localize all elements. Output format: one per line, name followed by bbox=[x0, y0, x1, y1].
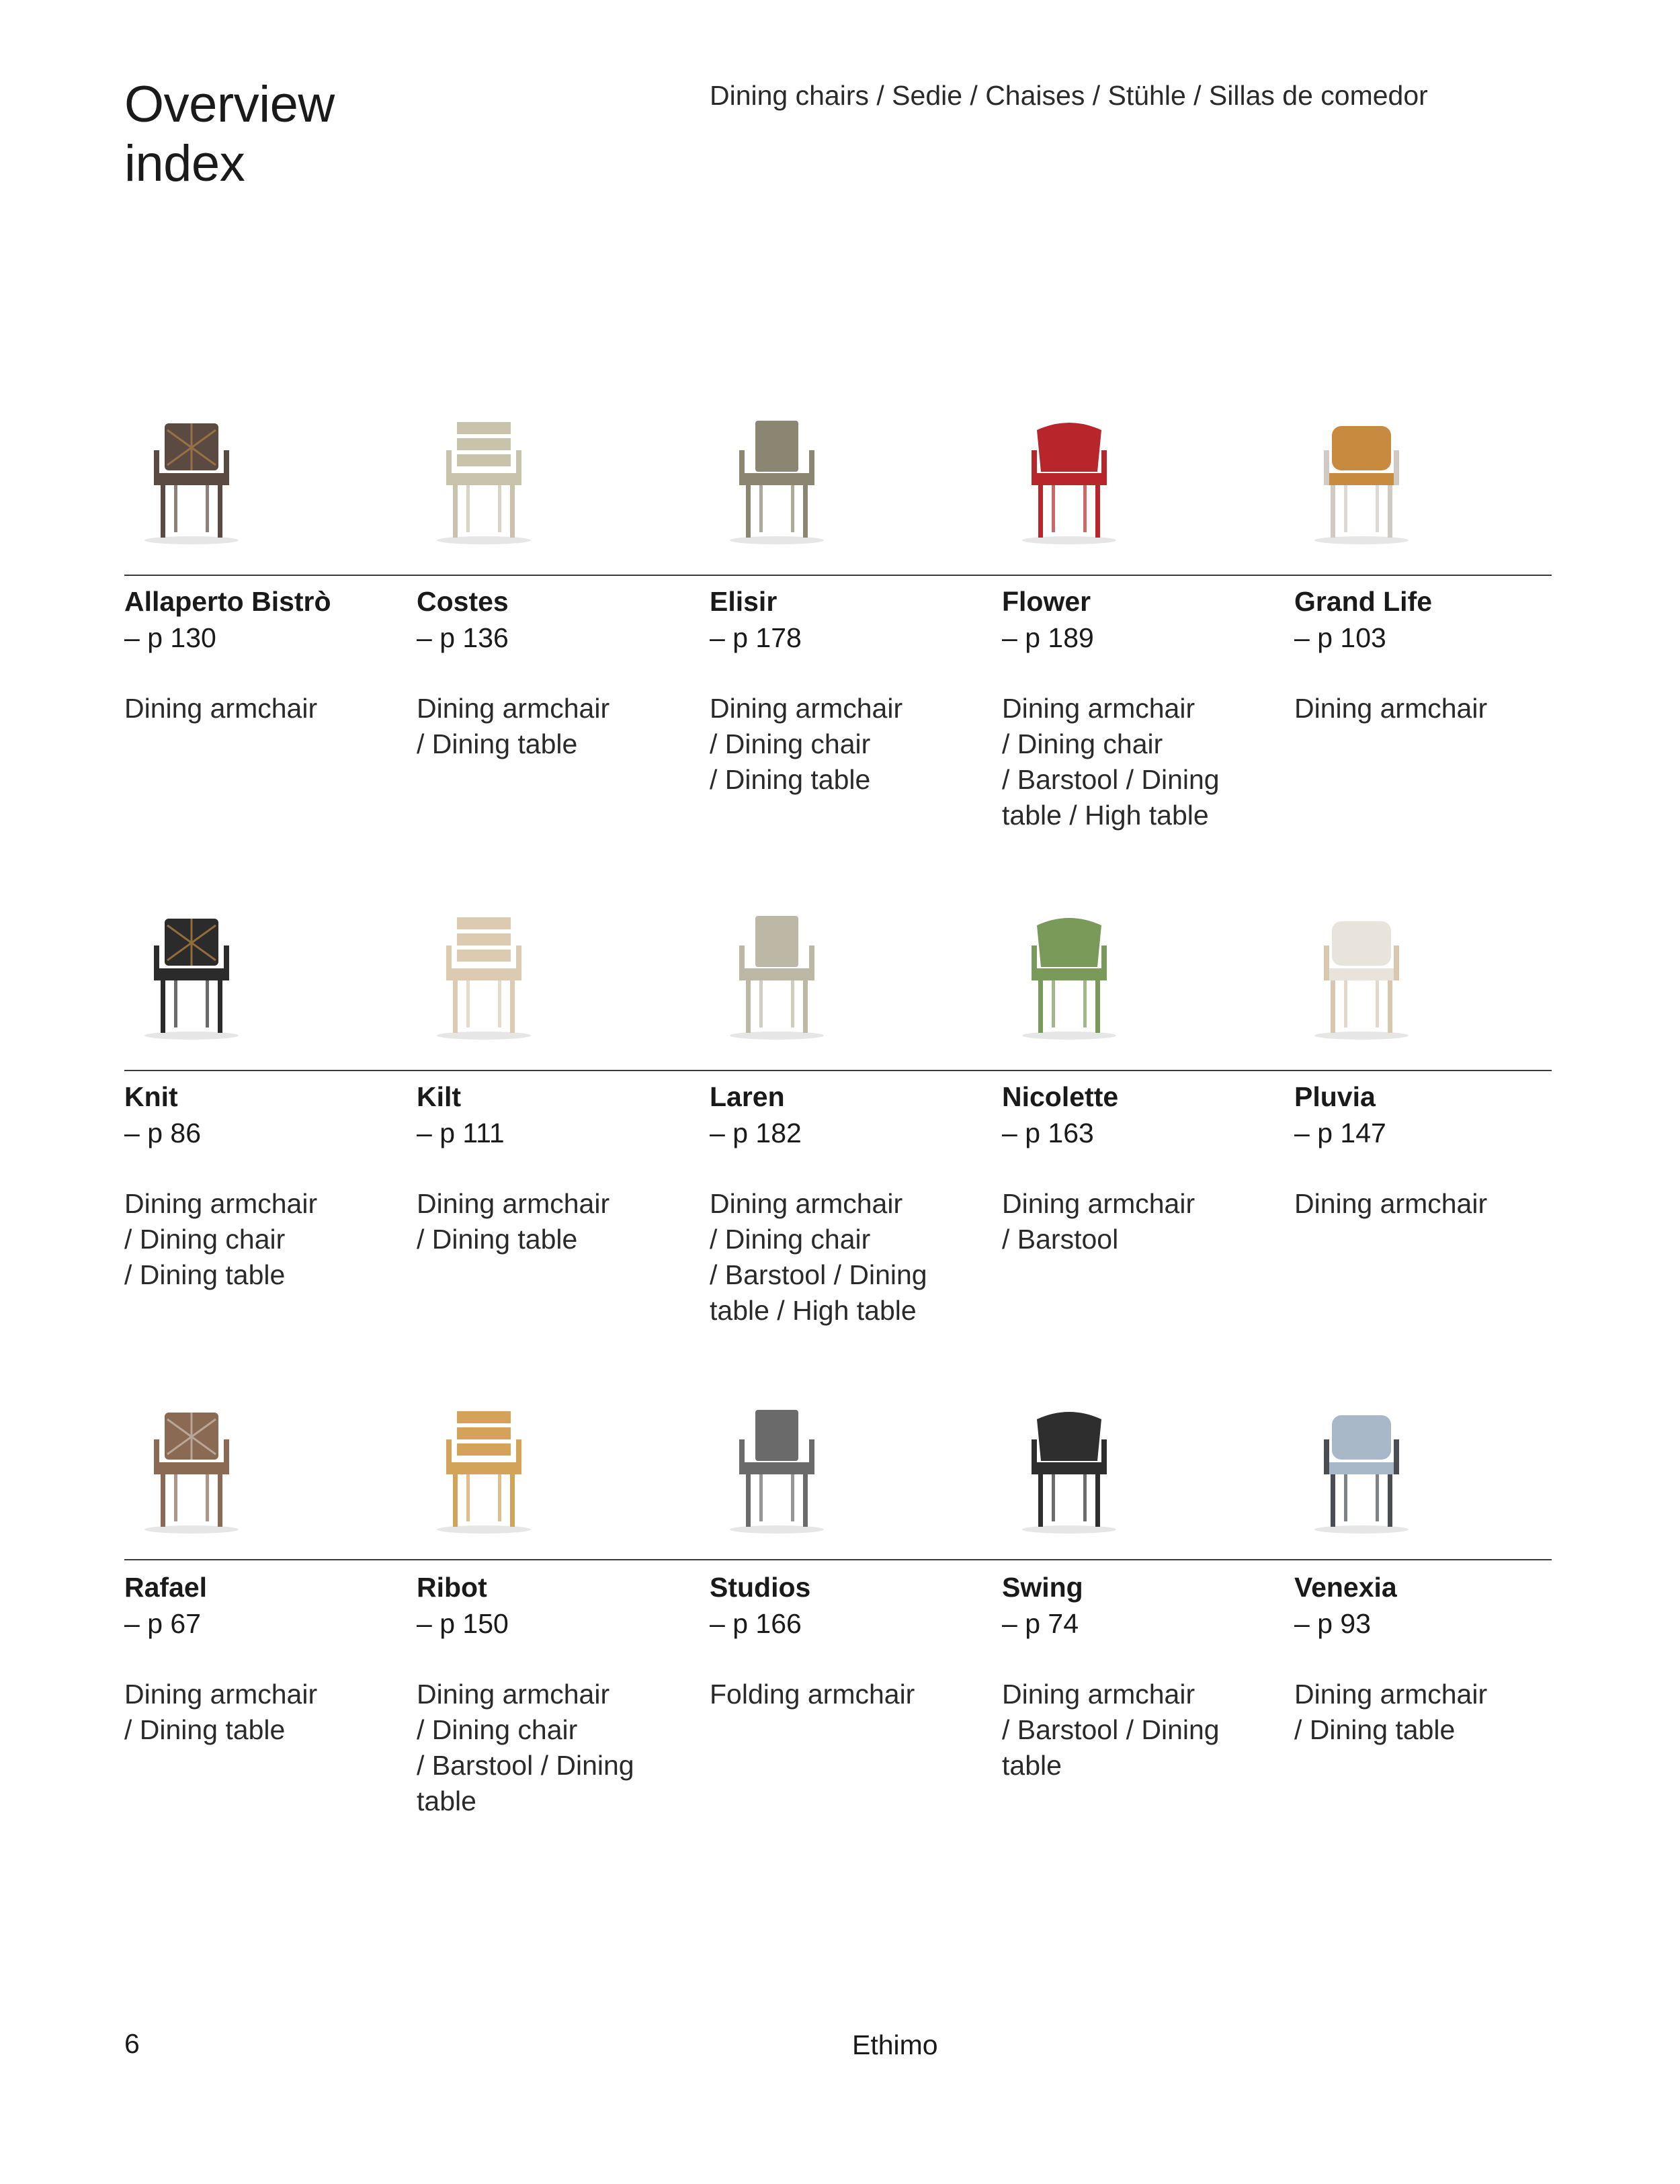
product-types: Dining armchair bbox=[124, 693, 318, 724]
product-name[interactable]: Elisir bbox=[710, 586, 778, 617]
product-entry[interactable] bbox=[417, 1569, 706, 1819]
category-subtitle: Dining chairs / Sedie / Chaises / Stühle / Sillas de comedor bbox=[710, 80, 1428, 111]
product-name[interactable]: Knit bbox=[124, 1081, 178, 1112]
product-types: Dining armchair / Barstool / Dining table bbox=[1002, 1679, 1220, 1781]
product-name[interactable]: Rafael bbox=[124, 1572, 208, 1603]
product-types: Dining armchair / Dining table bbox=[1294, 1679, 1488, 1745]
product-entry[interactable] bbox=[1002, 583, 1291, 833]
shell-armchair-icon[interactable] bbox=[995, 898, 1143, 1046]
row-divider bbox=[124, 1559, 1552, 1560]
product-entry[interactable] bbox=[710, 1079, 999, 1329]
slat-chair-icon[interactable] bbox=[703, 898, 851, 1046]
product-name[interactable]: Allaperto Bistrò bbox=[124, 586, 331, 617]
product-entry[interactable] bbox=[1002, 1569, 1291, 1783]
product-entry[interactable] bbox=[710, 1569, 999, 1712]
product-types: Dining armchair bbox=[1294, 693, 1488, 724]
product-entry[interactable] bbox=[124, 583, 413, 726]
page-title: Overview index bbox=[124, 76, 335, 192]
product-types: Dining armchair / Dining table bbox=[417, 1188, 610, 1255]
product-name[interactable]: Swing bbox=[1002, 1572, 1083, 1603]
woven-armchair-icon[interactable] bbox=[118, 403, 265, 551]
product-entry[interactable] bbox=[1002, 1079, 1291, 1257]
product-name[interactable]: Nicolette bbox=[1002, 1081, 1119, 1112]
product-name[interactable]: Flower bbox=[1002, 586, 1091, 617]
product-types: Dining armchair / Dining chair / Barstool / Dining table bbox=[417, 1679, 634, 1816]
product-types: Dining armchair / Dining chair / Dining table bbox=[124, 1188, 318, 1290]
page-reference[interactable]: – p 163 bbox=[1002, 1118, 1094, 1148]
product-entry[interactable] bbox=[1294, 1079, 1583, 1222]
page-reference[interactable]: – p 147 bbox=[1294, 1118, 1386, 1148]
metal-armchair-icon[interactable] bbox=[703, 403, 851, 551]
product-name[interactable]: Ribot bbox=[417, 1572, 487, 1603]
page-reference[interactable]: – p 189 bbox=[1002, 622, 1094, 653]
page-reference[interactable]: – p 130 bbox=[124, 622, 216, 653]
product-name[interactable]: Venexia bbox=[1294, 1572, 1397, 1603]
page-number: 6 bbox=[124, 2028, 140, 2059]
product-entry[interactable] bbox=[710, 583, 999, 798]
row-divider bbox=[124, 1070, 1552, 1071]
product-name[interactable]: Costes bbox=[417, 586, 509, 617]
folding-chair-icon[interactable] bbox=[995, 403, 1143, 551]
page-reference[interactable]: – p 178 bbox=[710, 622, 802, 653]
page-reference[interactable]: – p 150 bbox=[417, 1608, 509, 1639]
rope-armchair-icon[interactable] bbox=[410, 898, 558, 1046]
page-reference[interactable]: – p 74 bbox=[1002, 1608, 1079, 1639]
lounge-armchair-icon[interactable] bbox=[1288, 1392, 1435, 1540]
product-entry[interactable] bbox=[124, 1569, 413, 1748]
product-types: Dining armchair / Dining table bbox=[417, 693, 610, 759]
product-types: Dining armchair / Dining table bbox=[124, 1679, 318, 1745]
wood-armchair-icon[interactable] bbox=[410, 403, 558, 551]
product-name[interactable]: Laren bbox=[710, 1081, 785, 1112]
page-reference[interactable]: – p 67 bbox=[124, 1608, 201, 1639]
product-name[interactable]: Studios bbox=[710, 1572, 811, 1603]
lattice-armchair-icon[interactable] bbox=[118, 1392, 265, 1540]
page-reference[interactable]: – p 166 bbox=[710, 1608, 802, 1639]
product-entry[interactable] bbox=[1294, 583, 1583, 726]
knit-armchair-icon[interactable] bbox=[118, 898, 265, 1046]
product-types: Dining armchair bbox=[1294, 1188, 1488, 1219]
product-name[interactable]: Grand Life bbox=[1294, 586, 1433, 617]
upholstered-armchair-icon[interactable] bbox=[1288, 403, 1435, 551]
page-reference[interactable]: – p 182 bbox=[710, 1118, 802, 1148]
product-types: Dining armchair / Barstool bbox=[1002, 1188, 1195, 1255]
product-types: Folding armchair bbox=[710, 1679, 915, 1710]
product-entry[interactable] bbox=[124, 1079, 413, 1293]
brand-name: Ethimo bbox=[852, 2029, 938, 2060]
cushion-armchair-icon[interactable] bbox=[995, 1392, 1143, 1540]
round-armchair-icon[interactable] bbox=[1288, 898, 1435, 1046]
product-entry[interactable] bbox=[1294, 1569, 1583, 1748]
product-entry[interactable] bbox=[417, 1079, 706, 1257]
product-entry[interactable] bbox=[417, 583, 706, 762]
product-types: Dining armchair / Dining chair / Dining table bbox=[710, 693, 903, 795]
page-reference[interactable]: – p 111 bbox=[417, 1118, 505, 1148]
product-name[interactable]: Pluvia bbox=[1294, 1081, 1376, 1112]
page-reference[interactable]: – p 136 bbox=[417, 622, 509, 653]
product-types: Dining armchair / Dining chair / Barstool / Dining table / High table bbox=[710, 1188, 927, 1326]
page-reference[interactable]: – p 93 bbox=[1294, 1608, 1371, 1639]
page-reference[interactable]: – p 103 bbox=[1294, 622, 1386, 653]
teak-armchair-icon[interactable] bbox=[410, 1392, 558, 1540]
product-name[interactable]: Kilt bbox=[417, 1081, 462, 1112]
row-divider bbox=[124, 575, 1552, 576]
page-reference[interactable]: – p 86 bbox=[124, 1118, 201, 1148]
director-chair-icon[interactable] bbox=[703, 1392, 851, 1540]
product-types: Dining armchair / Dining chair / Barstool / Dining table / High table bbox=[1002, 693, 1220, 831]
